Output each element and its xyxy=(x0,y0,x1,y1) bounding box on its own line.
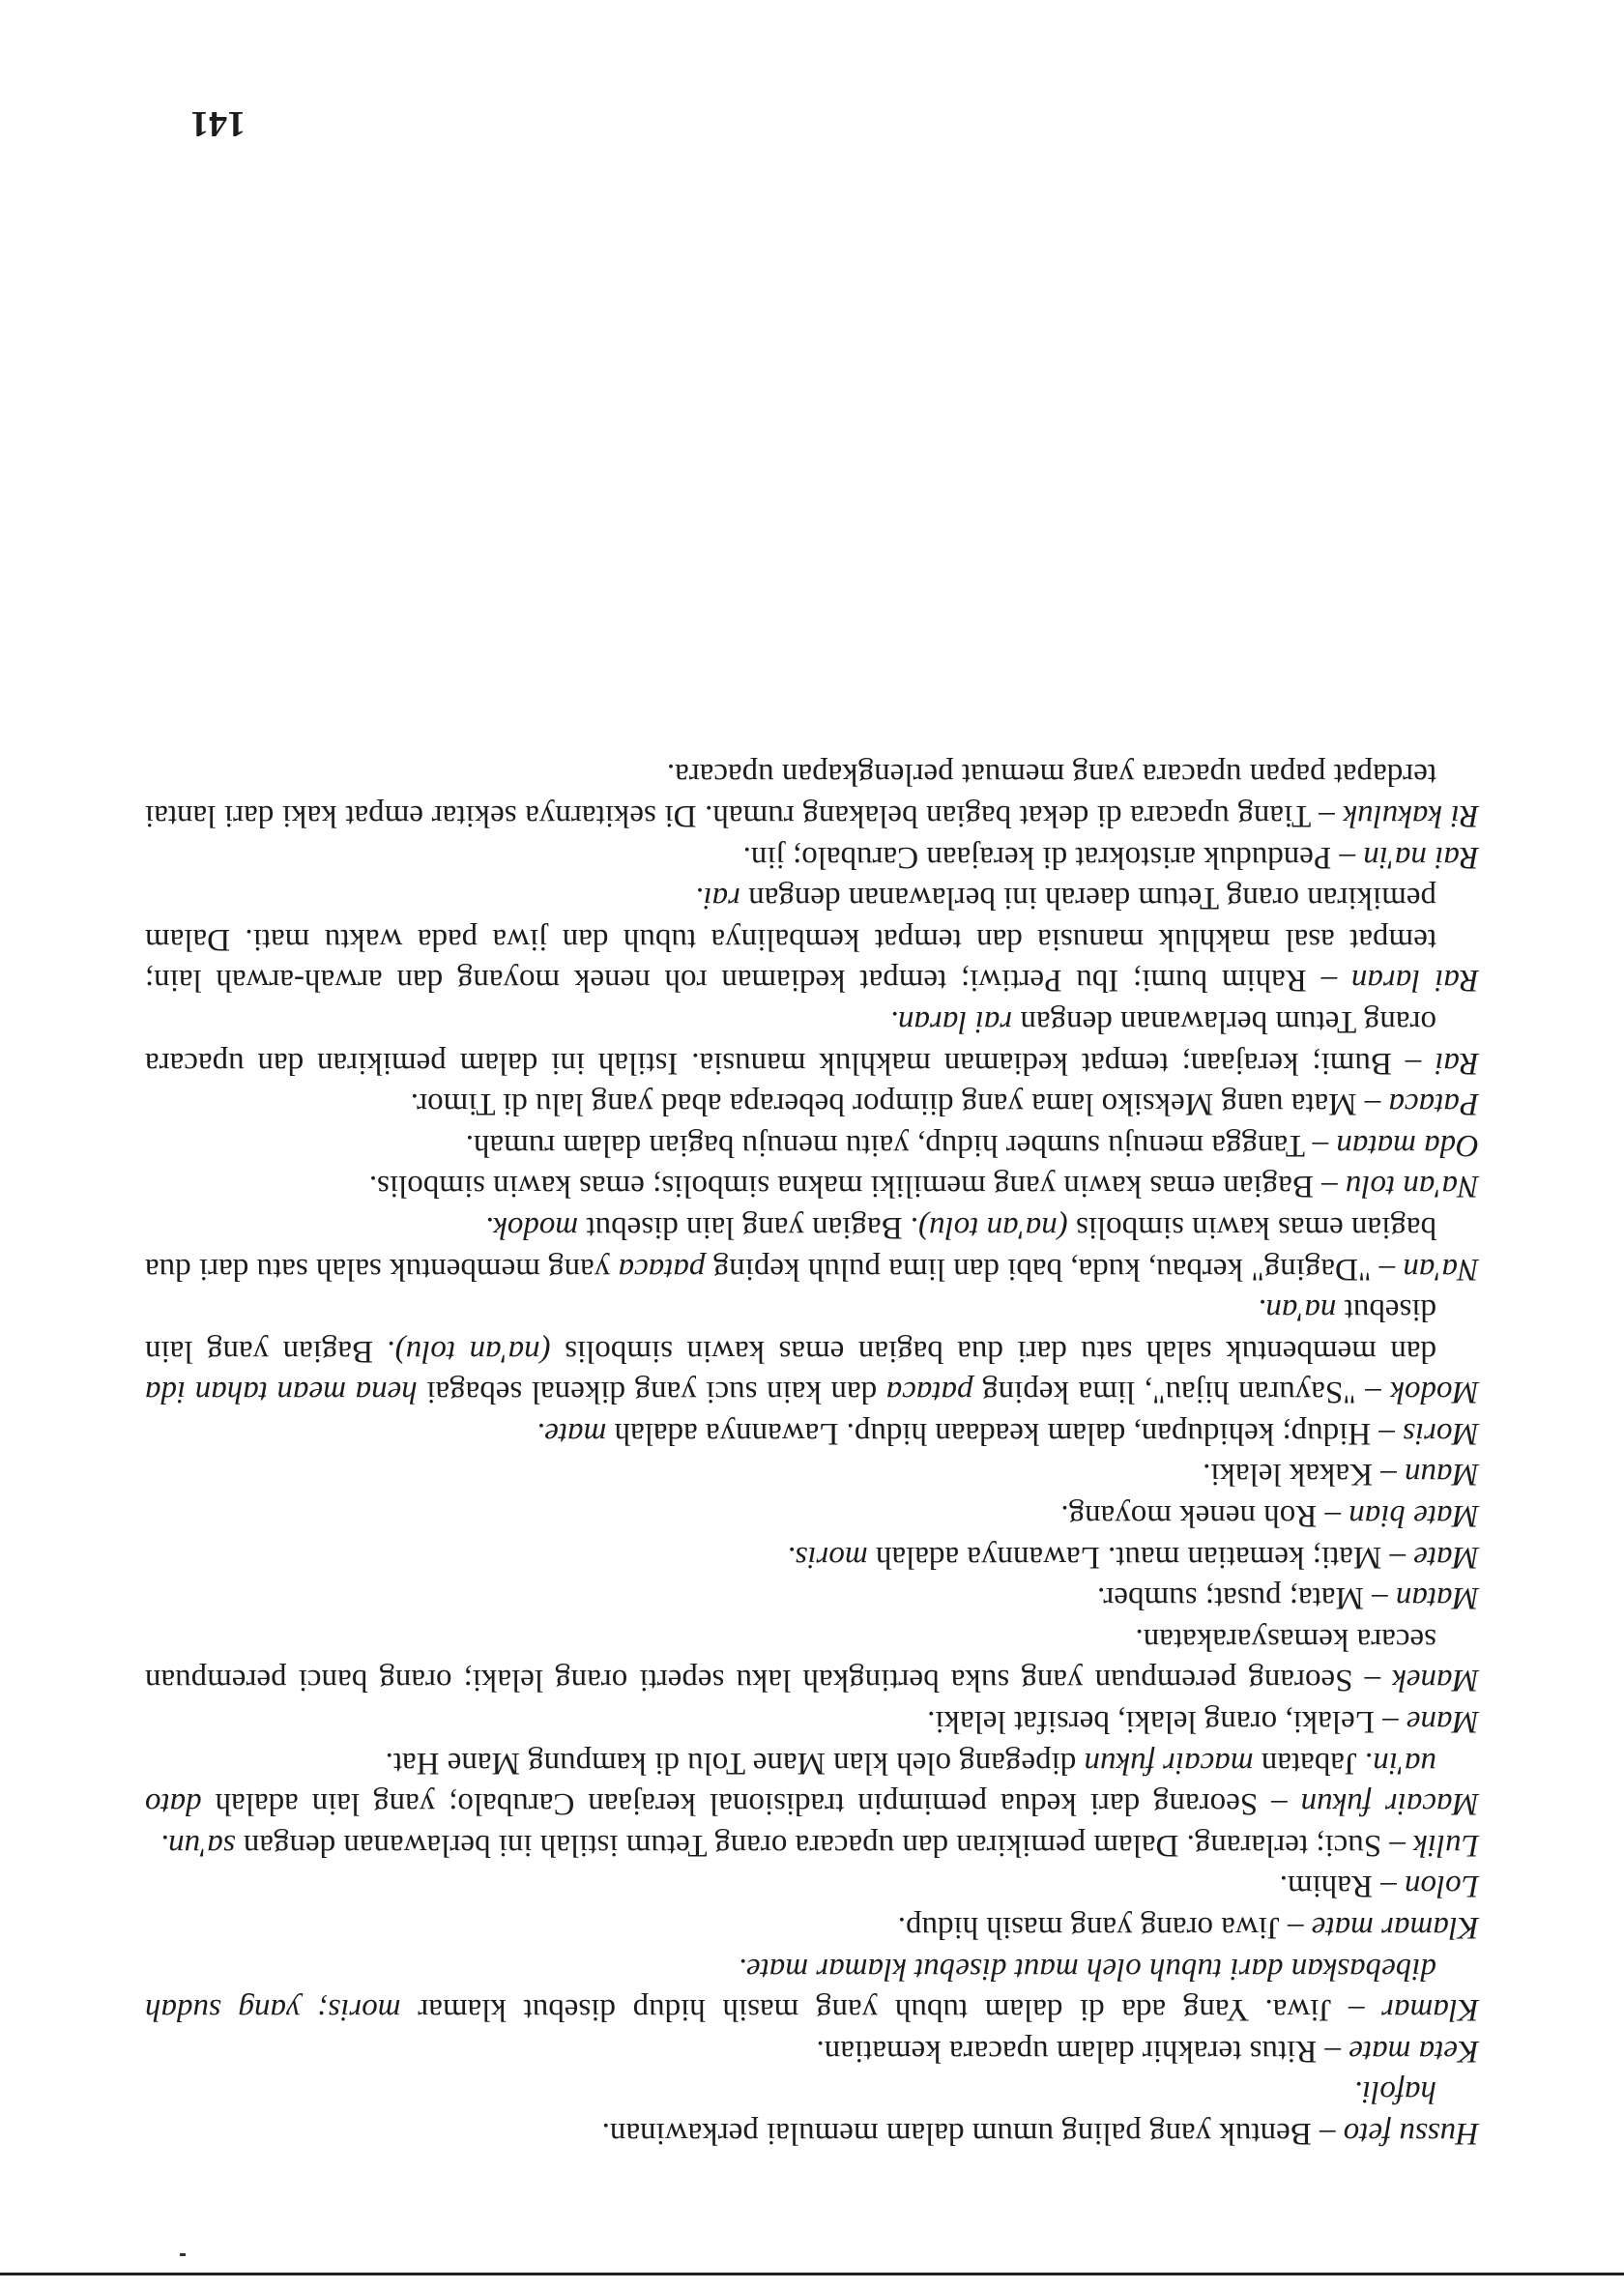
glossary-term: Klamar mate xyxy=(1311,1910,1479,1946)
glossary-definition: Jiwa. Yang ada di dalam tubuh yang masih hidup disebut klamar xyxy=(418,1992,1332,2028)
glossary-entry-mate-bian: Mate bian – Roh nenek moyang. xyxy=(1060,1498,1479,1534)
glossary-entry-ri-kakuluk: Ri kakuluk – Tiang upacara di dekat bagian belakang rumah. Di sekitarnya sekitar empat kaki dari lantai terdapat papan upacara yang memuat perlengkapan upacara. xyxy=(145,757,1479,833)
glossary-term: Mane xyxy=(1406,1704,1479,1740)
glossary-definition: Mati; kematian maut. Lawannya adalah xyxy=(867,1539,1382,1575)
glossary-entry-naan-tolu: Na'an tolu – Bagian emas kawin yang memiliki makna simbolis; emas kawin simbolis. xyxy=(368,1169,1479,1204)
glossary-definition: Seorang perempuan yang suka bertingkah laku seperti orang lelaki; orang banci perempuan secara kemasyarakatan. xyxy=(145,1621,1436,1698)
glossary-term: Matan xyxy=(1395,1580,1479,1616)
glossary-entry-oda-matan: Oda matan – Tangga menuju sumber hidup, yaitu menuju bagian dalam rumah. xyxy=(465,1127,1479,1163)
glossary-term: Lulik xyxy=(1413,1827,1479,1863)
glossary-definition-part: yang membentuk salah satu dari dua bagian emas kawin simbolis xyxy=(145,1209,1436,1287)
glossary-definition-italic: macair fukun xyxy=(1084,1745,1254,1781)
glossary-definition: Bagian emas kawin yang memiliki makna simbolis; emas kawin simbolis. xyxy=(368,1169,1314,1204)
glossary-definition: Lelaki, orang lelaki, bersifat lelaki. xyxy=(927,1704,1375,1740)
glossary-term: Klamar xyxy=(1381,1992,1479,2028)
glossary-term: Na'an xyxy=(1403,1251,1479,1287)
glossary-definition-italic: dato ua'in xyxy=(145,1745,1436,1822)
glossary-entry-hussu-feto: Hussu feto – Bentuk yang paling umum dalam memulai perkawinan. hafoli. xyxy=(601,2074,1479,2151)
glossary-term: Manek xyxy=(1392,1663,1479,1698)
glossary-definition: Mata; pusat; sumber. xyxy=(1096,1580,1364,1616)
glossary-entry-mane: Mane – Lelaki, orang lelaki, bersifat lelaki. xyxy=(927,1704,1479,1740)
glossary-definition-part: dan kain suci yang dikenal sebagai xyxy=(417,1375,886,1410)
glossary-definition-part: . Bagian yang lain disebut xyxy=(144,1292,1436,1369)
glossary-definition-italic: hena mean tahan ida xyxy=(144,1375,418,1410)
glossary-term: Mate bian xyxy=(1348,1498,1479,1534)
glossary-definition-italic: (na'an tolu) xyxy=(918,1209,1068,1245)
scan-mark xyxy=(180,2253,186,2256)
glossary-definition-extra: hafoli. xyxy=(1353,2074,1436,2110)
glossary-term: Lolon xyxy=(1404,1869,1479,1904)
glossary-term: Rai laran xyxy=(1350,963,1479,999)
glossary-definition-italic: rai laran. xyxy=(889,1003,1013,1039)
glossary-entry-maun: Maun – Kakak lelaki. xyxy=(1203,1457,1479,1492)
glossary-term: Pataca xyxy=(1388,1087,1479,1122)
glossary-definition: Bentuk yang paling umum dalam memulai perkawinan. xyxy=(601,2116,1312,2151)
glossary-entry-pataca: Pataca – Mata uang Meksiko lama yang diimpor beberapa abad yang lalu di Timor. xyxy=(410,1087,1479,1122)
glossary-definition: "Sayuran hijau", lima keping xyxy=(972,1375,1356,1410)
glossary-definition: Mata uang Meksiko lama yang diimpor beberapa abad yang lalu di Timor. xyxy=(410,1087,1357,1122)
glossary-term: Rai xyxy=(1435,1045,1479,1081)
glossary-definition: Hidup; kehidupan, dalam keadaan hidup. Lawannya adalah xyxy=(606,1415,1372,1451)
glossary-term: Rai na'in xyxy=(1363,839,1479,875)
glossary-definition: Suci; terlarang. Dalam pemikiran dan upacara orang Tetum istilah ini berlawanan dengan xyxy=(235,1827,1382,1863)
glossary-definition: Jiwa orang yang masih hidup. xyxy=(897,1910,1280,1946)
glossary-definition: Rahim bumi; Ibu Pertiwi; tempat kediaman roh nenek moyang dan arwah-arwah lain; tempat asal makhluk manusia dan tempat kembalinya tubuh dan jiwa pada waktu mati. Dalam pemikiran orang Tetum daerah ini berlawanan dengan xyxy=(145,881,1436,999)
glossary-entry-rai: Rai – Bumi; kerajaan; tempat kediaman makhluk manusia. Istilah ini dalam pemikiran dan upacara orang Tetum berlawanan dengan rai laran. xyxy=(144,1003,1479,1081)
glossary-term: Na'an tolu xyxy=(1345,1169,1479,1204)
glossary-entry-mate: Mate – Mati; kematian maut. Lawannya adalah moris. xyxy=(787,1539,1479,1575)
glossary-entry-lulik: Lulik – Suci; terlarang. Dalam pemikiran dan upacara orang Tetum istilah ini berlawanan dengan sa'un. xyxy=(160,1827,1479,1863)
glossary-definition-italic: pataca xyxy=(885,1375,973,1410)
glossary-entry-keta-mate: Keta mate – Ritus terakhir dalam upacara kematian. xyxy=(816,2033,1479,2069)
glossary-entry-matan: Matan – Mata; pusat; sumber. xyxy=(1096,1580,1479,1616)
glossary-definition: Roh nenek moyang. xyxy=(1060,1498,1318,1534)
glossary-definition: Rahim. xyxy=(1279,1869,1373,1904)
glossary-entry-lolon: Lolon – Rahim. xyxy=(1279,1869,1479,1904)
glossary-definition-italic: pataca xyxy=(618,1251,706,1287)
glossary-definition-part: dan membentuk salah satu dari dua bagian emas kawin simbolis xyxy=(550,1333,1436,1369)
glossary-definition-part: . Bagian yang lain disebut xyxy=(578,1209,919,1245)
glossary-definition-italic: rai. xyxy=(695,881,740,916)
glossary-definition: Ritus terakhir dalam upacara kematian. xyxy=(816,2033,1318,2069)
glossary-term: Oda matan xyxy=(1336,1127,1479,1163)
glossary-term: Modok xyxy=(1390,1375,1479,1410)
glossary-definition: Penduduk aristokrat di kerajaan Carubalo; jin. xyxy=(742,839,1332,875)
glossary-definition-italic: sa'un. xyxy=(160,1827,236,1863)
glossary-definition: Bumi; kerajaan; tempat kediaman makhluk manusia. Istilah ini dalam pemikiran dan upacara orang Tetum berlawanan dengan xyxy=(144,1003,1436,1081)
glossary-definition: Tangga menuju sumber hidup, yaitu menuju bagian dalam rumah. xyxy=(465,1127,1305,1163)
glossary-entry-rai-laran: Rai laran – Rahim bumi; Ibu Pertiwi; tempat kediaman roh nenek moyang dan arwah-arwah lain; tempat asal makhluk manusia dan tempat kembalinya tubuh dan jiwa pada waktu mati. Dalam pemikiran orang Tetum daerah ini berlawanan dengan rai. xyxy=(145,881,1479,999)
glossary-definition-extra: moris; yang sudah dibebaskan dari tubuh oleh maut disebut klamar mate. xyxy=(144,1951,1436,2028)
glossary-term: Mate xyxy=(1413,1539,1479,1575)
glossary-definition: Tiang upacara di dekat bagian belakang rumah. Di sekitarnya sekitar empat kaki dari lantai terdapat papan upacara yang memuat perlengkapan upacara. xyxy=(145,757,1436,833)
page-number: 141 xyxy=(190,103,246,144)
glossary-definition-part: . Jabatan xyxy=(1253,1745,1374,1781)
glossary-entry-modok: Modok – "Sayuran hijau", lima keping pataca dan kain suci yang dikenal sebagai hena mean tahan ida dan membentuk salah satu dari dua bagian emas kawin simbolis (na'an tolu). Bagian yang lain disebut na'an. xyxy=(144,1292,1479,1410)
glossary-definition-italic: (na'an tolu) xyxy=(394,1333,551,1369)
glossary-term: Macair fukun xyxy=(1300,1786,1479,1822)
glossary-entry-manek: Manek – Seorang perempuan yang suka bertingkah laku seperti orang lelaki; orang banci perempuan secara kemasyarakatan. xyxy=(145,1621,1479,1698)
glossary-definition-part: dipegang oleh klan Mane Tolu di kampung Mane Hat. xyxy=(385,1745,1085,1781)
glossary-entry-klamar: Klamar – Jiwa. Yang ada di dalam tubuh yang masih hidup disebut klamar moris; yang sudah dibebaskan dari tubuh oleh maut disebut klamar mate. xyxy=(144,1951,1479,2028)
glossary-term: Moris xyxy=(1403,1415,1479,1451)
glossary-definition: Kakak lelaki. xyxy=(1203,1457,1373,1492)
glossary-term: Hussu feto xyxy=(1343,2116,1479,2151)
page-edge-rule xyxy=(0,2273,1624,2275)
glossary-entry-moris: Moris – Hidup; kehidupan, dalam keadaan hidup. Lawannya adalah mate. xyxy=(536,1415,1479,1451)
glossary-definition: "Daging" kerbau, kuda, babi dan lima puluh keping xyxy=(705,1251,1372,1287)
glossary-list xyxy=(145,754,1479,2154)
glossary-entry-naan: Na'an – "Daging" kerbau, kuda, babi dan lima puluh keping pataca yang membentuk salah satu dari dua bagian emas kawin simbolis (na'an tolu). Bagian yang lain disebut modok. xyxy=(145,1209,1479,1287)
glossary-definition: Seorang dari kedua pemimpin tradisional kerajaan Carubalo; yang lain adalah xyxy=(201,1786,1259,1822)
glossary-term: Keta mate xyxy=(1348,2033,1479,2069)
glossary-definition-italic: modok. xyxy=(484,1209,579,1245)
glossary-definition-italic: na'an. xyxy=(1258,1292,1337,1328)
glossary-definition-italic: mate. xyxy=(536,1415,607,1451)
glossary-term: Maun xyxy=(1405,1457,1479,1492)
glossary-entry-klamar-mate: Klamar mate – Jiwa orang yang masih hidup. xyxy=(897,1910,1479,1946)
glossary-entry-macair-fukun: Macair fukun – Seorang dari kedua pemimpin tradisional kerajaan Carubalo; yang lain adalah dato ua'in. Jabatan macair fukun dipegang oleh klan Mane Tolu di kampung Mane Hat. xyxy=(145,1745,1479,1822)
glossary-term: Ri kakuluk xyxy=(1343,798,1479,833)
glossary-entry-rai-nain: Rai na'in – Penduduk aristokrat di kerajaan Carubalo; jin. xyxy=(742,839,1479,875)
glossary-definition-italic: moris. xyxy=(787,1539,868,1575)
